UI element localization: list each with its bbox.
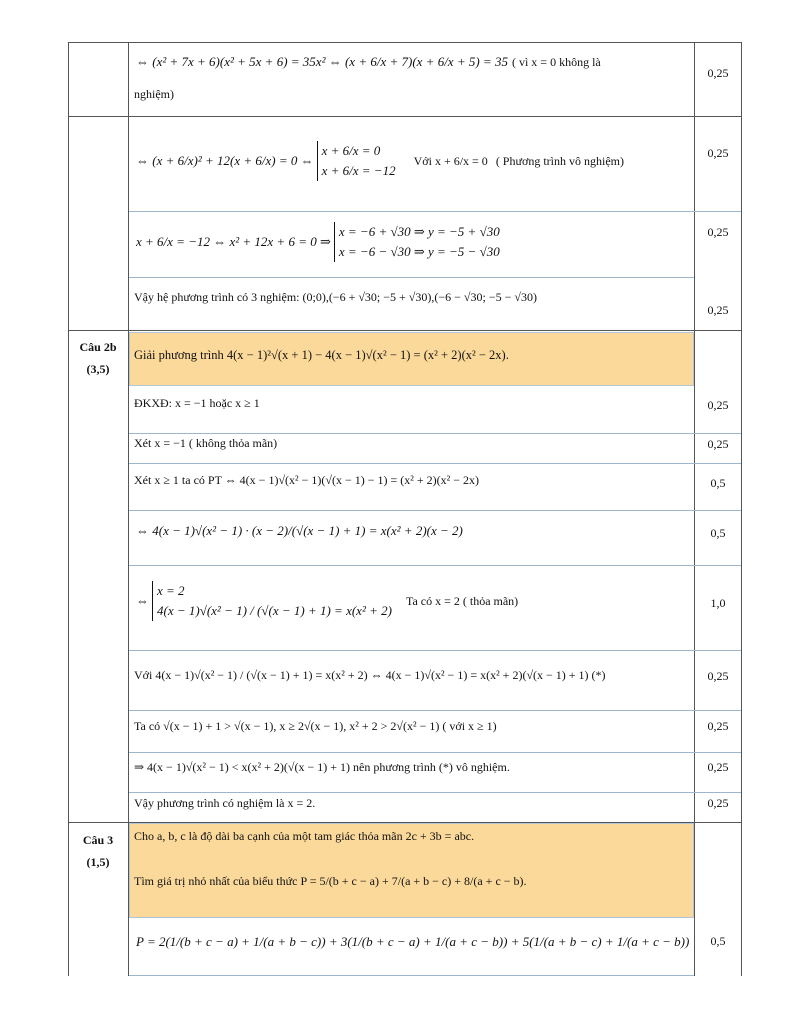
score: 0,25: [707, 669, 729, 683]
row-border: [68, 330, 741, 331]
solution-step-continued: nghiệm): [134, 86, 174, 101]
row-separator: [129, 975, 694, 976]
problem-statement: Giải phương trình 4(x − 1)²√(x + 1) − 4(x − 1)√(x² − 1) = (x² + 2)(x² − 2x).: [129, 332, 694, 386]
solution-step: ⇔ x = 2 4(x − 1)√(x² − 1) / (√(x − 1) + 1) = x(x² + 2) Ta có x = 2 ( thỏa mãn): [136, 568, 522, 634]
score: 0,25: [707, 398, 729, 412]
solution-conclusion: Vậy phương trình có nghiệm là x = 2.: [134, 795, 316, 810]
solution-step: x + 6/x = −12 ⇔ x² + 12x + 6 = 0 ⇒ x = −6 + √30 ⇒ y = −5 + √30 x = −6 − √30 ⇒ y = −5 − √30: [136, 214, 691, 270]
solution-step: ⇒ 4(x − 1)√(x² − 1) < x(x² + 2)(√(x − 1) + 1) nên phương trình (*) vô nghiệm.: [134, 759, 510, 774]
row-border: [68, 42, 741, 43]
solution-step: ĐKXĐ: x = −1 hoặc x ≥ 1: [134, 395, 260, 410]
row-separator: [129, 710, 741, 711]
score: 0,25: [707, 719, 729, 733]
score: 0,25: [707, 146, 729, 160]
table-divider-score: [694, 42, 695, 976]
solution-step: ⇔ (x² + 7x + 6)(x² + 5x + 6) = 35x² ⇔ (x + 6/x + 7)(x + 6/x + 5) = 35 ( vì x = 0 không là: [136, 54, 601, 69]
score: 0,5: [710, 934, 726, 948]
score: 0,25: [707, 303, 729, 317]
score: 0,25: [707, 66, 729, 80]
row-separator: [129, 752, 741, 753]
score: 0,25: [707, 760, 729, 774]
equation-system: x = −6 + √30 ⇒ y = −5 + √30 x = −6 − √30 ⇒ y = −5 − √30: [334, 222, 500, 262]
solution-step: ⇔ 4(x − 1)√(x² − 1) · (x − 2)/(√(x − 1) + 1) = x(x² + 2)(x − 2): [136, 523, 463, 538]
score: 0,5: [710, 526, 726, 540]
equation-system: x + 6/x = 0 x + 6/x = −12: [317, 141, 396, 181]
table-right-border: [741, 42, 742, 976]
row-border: [68, 116, 741, 117]
equation-system: x = 2 4(x − 1)√(x² − 1) / (√(x − 1) + 1) = x(x² + 2): [152, 581, 392, 621]
row-separator: [129, 650, 741, 651]
row-separator: [129, 565, 741, 566]
row-separator: [129, 792, 741, 793]
solution-conclusion: Vậy hệ phương trình có 3 nghiệm: (0;0),(−6 + √30; −5 + √30),(−6 − √30; −5 − √30): [134, 289, 537, 304]
solution-step: Với 4(x − 1)√(x² − 1) / (√(x − 1) + 1) = x(x² + 2) ⇔ 4(x − 1)√(x² − 1) = x(x² + 2)(√(x − 1) + 1) (*): [134, 667, 606, 682]
problem-statement: Cho a, b, c là độ dài ba cạnh của một tam giác thỏa mãn 2c + 3b = abc. Tìm giá trị nhỏ nhất của biểu thức P = 5/(b + c − a) + 7/(a + b − c) + 8/(a + c − b).: [129, 823, 694, 918]
row-separator: [129, 211, 741, 212]
solution-step: Xét x = −1 ( không thỏa mãn): [134, 435, 278, 450]
solution-step: P = 2(1/(b + c − a) + 1/(a + b − c)) + 3(1/(b + c − a) + 1/(a + c − b)) + 5(1/(a + b − c) + 1/(a + c − b)): [136, 934, 690, 949]
row-separator: [129, 510, 741, 511]
solution-step: Xét x ≥ 1 ta có PT ⇔ 4(x − 1)√(x² − 1)(√(x − 1) − 1) = (x² + 2)(x² − 2x): [134, 472, 479, 487]
row-separator: [129, 463, 741, 464]
score: 0,25: [707, 796, 729, 810]
solution-step: Ta có √(x − 1) + 1 > √(x − 1), x ≥ 2√(x − 1), x² + 2 > 2√(x² − 1) ( với x ≥ 1): [134, 718, 497, 733]
score: 0,25: [707, 225, 729, 239]
question-label: Câu 3 (1,5): [82, 833, 114, 869]
solution-step: ⇔ (x + 6/x)² + 12(x + 6/x) = 0 ⇔ x + 6/x = 0 x + 6/x = −12 Với x + 6/x = 0 ( Phương trình vô nghiệm): [136, 120, 691, 202]
row-separator: [129, 277, 694, 278]
score: 0,5: [710, 476, 726, 490]
score: 1,0: [710, 596, 726, 610]
question-label: Câu 2b (3,5): [79, 340, 117, 376]
score: 0,25: [707, 437, 729, 451]
